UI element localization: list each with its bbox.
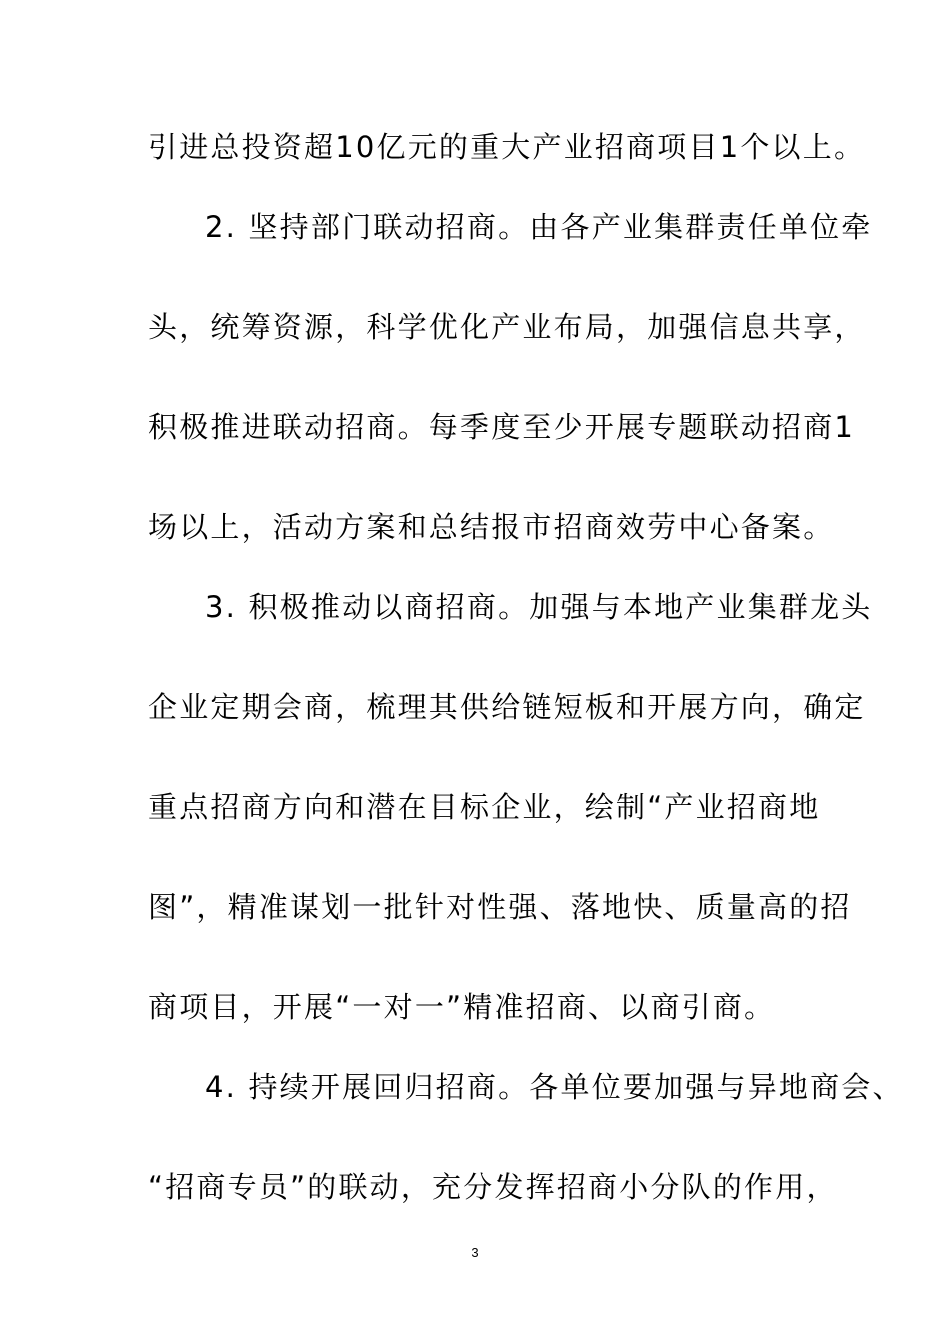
text-line: 积极推进联动招商。每季度至少开展专题联动招商1 xyxy=(148,410,856,444)
page-number: 3 xyxy=(471,1245,479,1260)
text-line: 引进总投资超10亿元的重大产业招商项目1个以上。 xyxy=(148,130,866,164)
paragraph-3-heading-line: 3. 积极推动以商招商。加强与本地产业集群龙头 xyxy=(205,590,873,624)
text-line: 重点招商方向和潜在目标企业，绘制“产业招商地 xyxy=(148,790,821,824)
text-line: 图”，精准谋划一批针对性强、落地快、质量高的招 xyxy=(148,890,852,924)
paragraph-4-heading-line: 4. 持续开展回归招商。各单位要加强与异地商会、 xyxy=(205,1070,904,1104)
text-line: 场以上，活动方案和总结报市招商效劳中心备案。 xyxy=(148,510,835,544)
text-line: 头，统筹资源，科学优化产业布局，加强信息共享， xyxy=(148,310,866,344)
text-line: 商项目，开展“一对一”精准招商、以商引商。 xyxy=(148,990,776,1024)
text-line: 企业定期会商，梳理其供给链短板和开展方向，确定 xyxy=(148,690,866,724)
text-line: “招商专员”的联动，充分发挥招商小分队的作用， xyxy=(148,1170,838,1204)
paragraph-2-heading-line: 2. 坚持部门联动招商。由各产业集群责任单位牵 xyxy=(205,210,873,244)
